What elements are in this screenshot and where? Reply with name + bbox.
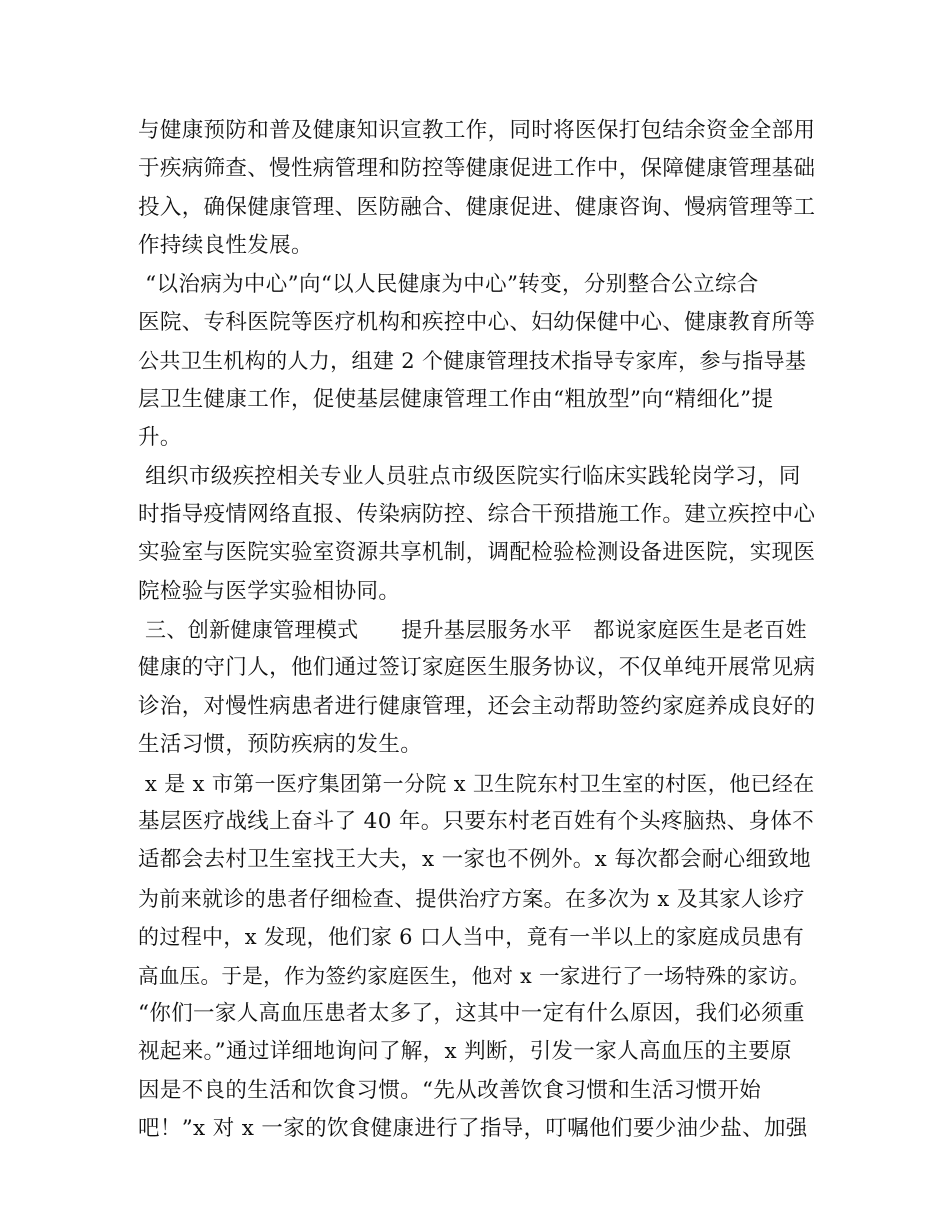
text-line: 因是不良的生活和饮食习惯。“先从改善饮食习惯和生活习惯开始 [138, 1077, 762, 1103]
text-line: “以治病为中心”向“以人民健康为中心”转变，分别整合公立综合 [138, 271, 759, 297]
text-line: 公共卫生机构的人力，组建 2 个健康管理技术指导专家库，参与指导基 [138, 349, 807, 374]
text-line: 基层医疗战线上奋斗了 40 年。只要东村老百姓有个头疼脑热、身体不 [138, 809, 815, 835]
text-line: 适都会去村卫生室找王大夫，x 一家也不例外。x 每次都会耐心细致地 [138, 847, 811, 873]
text-line: 高血压。于是，作为签约家庭医生，他对 x 一家进行了一场特殊的家访。 [138, 963, 810, 988]
text-line: 的过程中，x 发现，他们家 6 口人当中，竟有一半以上的家庭成员患有 [138, 925, 805, 950]
text-line: 与健康预防和普及健康知识宣教工作，同时将医保打包结余资金全部用 [138, 118, 816, 143]
text-line: x 是 x 市第一医疗集团第一分院 x 卫生院东村卫生室的村医，他已经在 [138, 771, 815, 796]
text-line: 视起来。”通过详细地询问了解，x 判断，引发一家人高血压的主要原 [138, 1039, 792, 1065]
text-line: 为前来就诊的患者仔细检查、提供治疗方案。在多次为 x 及其家人诊疗 [138, 886, 805, 911]
text-line: 时指导疫情网络直报、传染病防控、综合干预措施工作。建立疾控中心 [138, 501, 816, 527]
text-line: 于疾病筛查、慢性病管理和防控等健康促进工作中，保障健康管理基础 [138, 156, 816, 182]
text-line: 医院、专科医院等医疗机构和疾控中心、妇幼保健中心、健康教育所等 [138, 309, 816, 335]
text-line: 层卫生健康工作，促使基层健康管理工作由“粗放型”向“精细化”提 [138, 386, 774, 412]
text-line: 吧！”x 对 x 一家的饮食健康进行了指导，叮嘱他们要少油少盐、加强 [138, 1116, 808, 1142]
text-line: 健康的守门人，他们通过签订家庭医生服务协议，不仅单纯开展常见病 [138, 655, 816, 681]
body-text [138, 112, 818, 1149]
text-line: 投入，确保健康管理、医防融合、健康促进、健康咨询、慢病管理等工 [138, 194, 816, 220]
text-line: 实验室与医院实验室资源共享机制，调配检验检测设备进医院，实现医 [138, 540, 816, 566]
section-heading-line: 三、创新健康管理模式 提升基层服务水平 都说家庭医生是老百姓 [138, 618, 807, 643]
text-line: “你们一家人高血压患者太多了，这其中一定有什么原因，我们必须重 [138, 1000, 805, 1026]
text-line: 作持续良性发展。 [138, 233, 313, 259]
text-line: 院检验与医学实验相协同。 [138, 578, 401, 604]
text-line: 升。 [138, 425, 182, 451]
text-line: 组织市级疾控相关专业人员驻点市级医院实行临床实践轮岗学习，同 [138, 463, 801, 489]
text-line: 诊治，对慢性病患者进行健康管理，还会主动帮助签约家庭养成良好的 [138, 693, 816, 719]
text-line: 生活习惯，预防疾病的发生。 [138, 732, 423, 758]
